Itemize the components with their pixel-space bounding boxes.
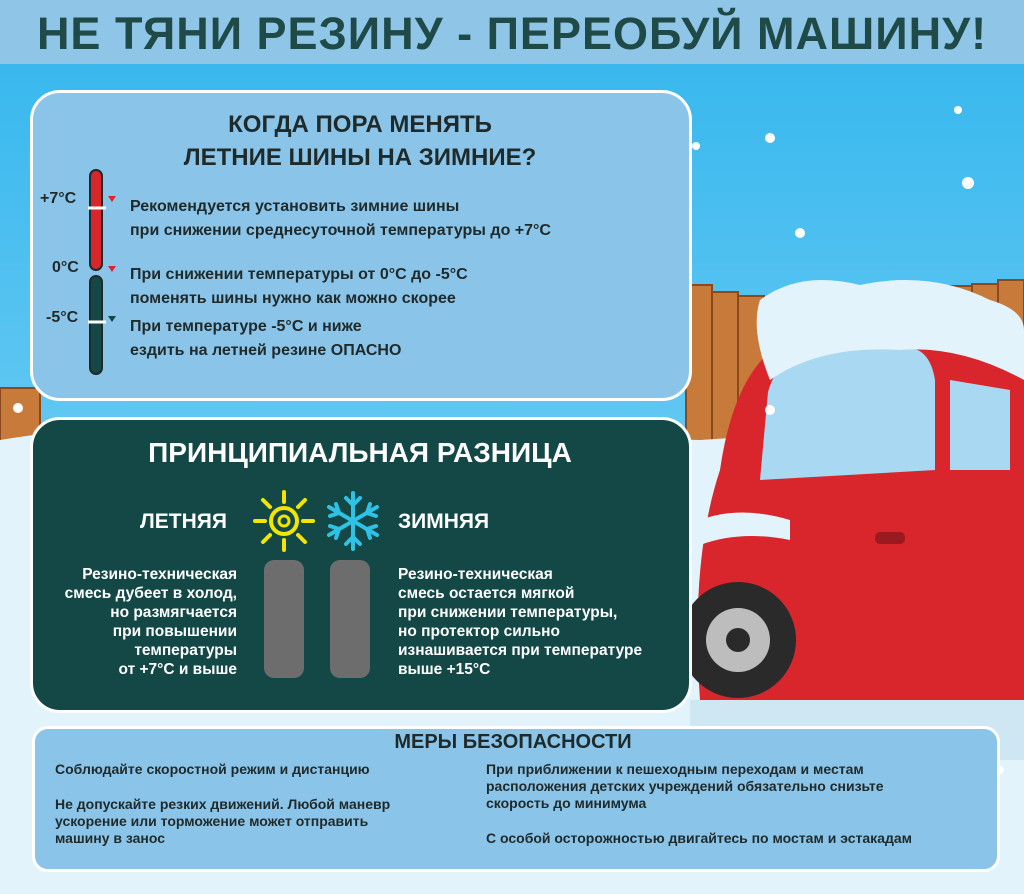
safety-line: Не допускайте резких движений. Любой маневр	[55, 796, 391, 812]
summer-line: Резино-техническая	[82, 566, 237, 583]
summer-tire-icon	[264, 560, 304, 678]
recommendation-line1: При температуре -5°C и ниже	[130, 318, 362, 335]
snowflake-icon	[322, 490, 384, 552]
difference-heading: ПРИНЦИПИАЛЬНАЯ РАЗНИЦА	[148, 437, 572, 468]
thermometer-icon	[86, 168, 126, 378]
summer-line: но размягчается	[110, 604, 237, 621]
safety-line: При приближении к пешеходным переходам и местам	[486, 761, 864, 777]
recommendation-line2: при снижении среднесуточной температуры до +7°C	[130, 222, 551, 239]
summer-line: температуры	[134, 642, 237, 659]
when-panel-heading	[60, 108, 660, 174]
page-title: НЕ ТЯНИ РЕЗИНУ - ПЕРЕОБУЙ МАШИНУ!	[36, 8, 988, 59]
when-heading-line2: ЛЕТНИЕ ШИНЫ НА ЗИМНИЕ?	[183, 144, 537, 171]
temp-label-plus7: +7°C	[40, 190, 77, 207]
summer-label: ЛЕТНЯЯ	[140, 510, 227, 533]
summer-line: при повышении	[112, 623, 237, 640]
safety-line: ускорение или торможение может отправить	[55, 813, 369, 829]
when-heading-line1: КОГДА ПОРА МЕНЯТЬ	[228, 111, 492, 138]
temp-label-minus5: -5°C	[46, 309, 79, 326]
summer-line: от +7°C и выше	[118, 661, 237, 678]
recommendation-line2: ездить на летней резине ОПАСНО	[130, 342, 402, 359]
sun-icon	[253, 490, 315, 552]
winter-line: изнашивается при температуре	[398, 642, 643, 659]
safety-line: Соблюдайте скоростной режим и дистанцию	[55, 761, 370, 777]
recommendation-line1: При снижении температуры от 0°C до -5°C	[130, 266, 468, 283]
winter-line: но протектор сильно	[398, 623, 561, 640]
winter-description	[398, 565, 678, 679]
recommendation-line1: Рекомендуется установить зимние шины	[130, 198, 460, 215]
winter-line: выше +15°C	[398, 661, 491, 678]
winter-line: при снижении температуры,	[398, 604, 618, 621]
safety-line: С особой осторожностью двигайтесь по мостам и эстакадам	[486, 830, 913, 846]
winter-label: ЗИМНЯЯ	[398, 510, 490, 533]
safety-line: машину в занос	[55, 830, 166, 846]
recommendation-item	[130, 315, 401, 363]
recommendation-line2: поменять шины нужно как можно скорее	[130, 290, 456, 307]
safety-line: расположения детских учреждений обязательно снизьте	[486, 778, 884, 794]
winter-tire-icon	[330, 560, 370, 678]
recommendation-item	[130, 263, 468, 311]
summer-line: смесь дубеет в холод,	[64, 585, 237, 602]
safety-right-column	[486, 761, 986, 847]
safety-heading: МЕРЫ БЕЗОПАСНОСТИ	[394, 731, 632, 753]
winter-line: смесь остается мягкой	[398, 585, 575, 602]
temp-label-zero: 0°C	[52, 259, 79, 276]
winter-line: Резино-техническая	[398, 566, 553, 583]
summer-description	[40, 565, 237, 679]
recommendation-item	[130, 195, 551, 243]
safety-line: скорость до минимума	[486, 795, 647, 811]
safety-left-column	[55, 761, 475, 847]
